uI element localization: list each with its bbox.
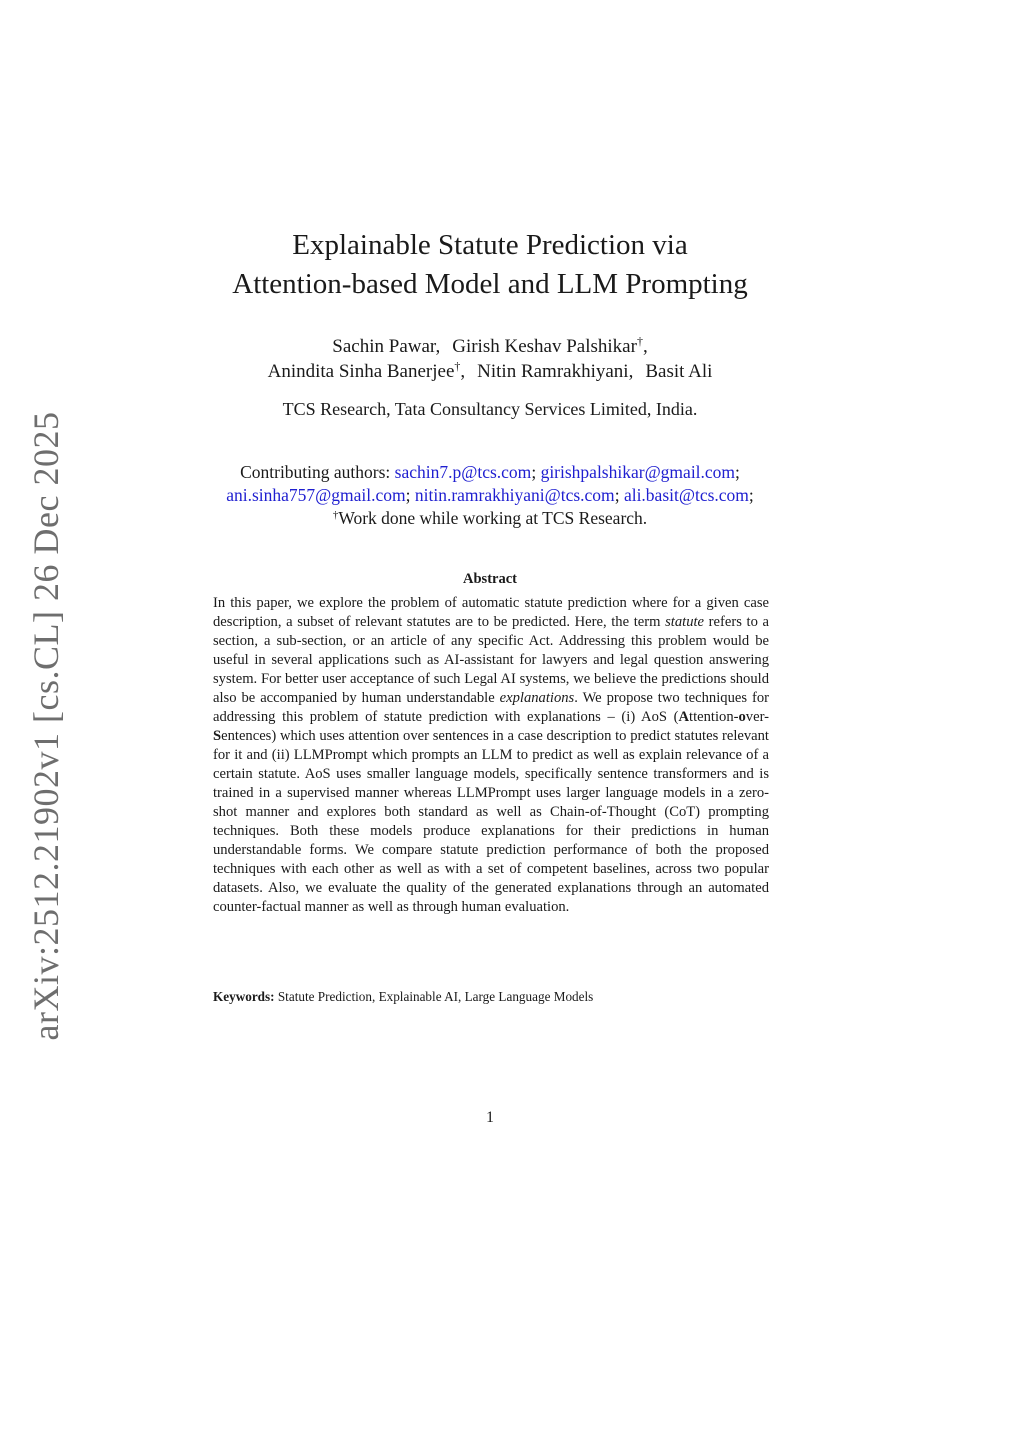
abstract-text: In this paper, we explore the problem of automatic statute prediction where for a given case description, a subset of relevant statutes are to be predicted. Here, the term bbox=[213, 595, 769, 630]
arxiv-identifier-stamp: arXiv:2512.21902v1 [cs.CL] 26 Dec 2025 bbox=[26, 411, 66, 1041]
contrib-label: Contributing authors: bbox=[240, 462, 391, 482]
abstract-emphasis: explanations bbox=[499, 690, 575, 706]
acronym-letter: S bbox=[213, 728, 222, 744]
title-line-2: Attention-based Model and LLM Prompting bbox=[232, 268, 748, 300]
author-separator: , bbox=[642, 336, 648, 357]
email-link-sachin[interactable]: sachin7.p@tcs.com bbox=[394, 462, 532, 482]
author-line-2 bbox=[150, 359, 830, 384]
author-basit-ali: Basit Ali bbox=[645, 361, 713, 382]
contrib-note bbox=[150, 507, 830, 530]
keywords-text: Statute Prediction, Explainable AI, Large Language Models bbox=[277, 989, 594, 1004]
dagger-mark: † bbox=[636, 334, 643, 348]
abstract-text: ver- bbox=[745, 709, 769, 725]
email-link-anindita[interactable]: ani.sinha757@gmail.com bbox=[226, 485, 406, 505]
author-list bbox=[150, 334, 830, 384]
contributing-authors bbox=[150, 461, 830, 530]
abstract-text: ) which uses attention over sentences in a case description to predict statutes relevant for it and (ii) LLMPrompt which prompts an LLM to predict as well as explain relevance of a certain statute. AoS uses smaller language models, specifically sentence transformers and is trained in a supervised manner whereas LLMPrompt uses larger language models in a zero-shot manner and explores both standard as well as Chain-of-Thought (CoT) prompting techniques. Both these models produce explanations for their predictions in human understandable forms. We compare statute prediction performance of both the proposed techniques with each other as well as with a set of competent baselines, across two popular datasets. Also, we evaluate the quality of the generated explanations through an automated counter-factual manner as well as through human evaluation. bbox=[213, 728, 769, 915]
email-link-girish[interactable]: girishpalshikar@gmail.com bbox=[540, 462, 736, 482]
abstract-text: entences bbox=[221, 728, 272, 744]
abstract-heading: Abstract bbox=[463, 571, 517, 587]
email-link-nitin[interactable]: nitin.ramrakhiyani@tcs.com bbox=[414, 485, 615, 505]
abstract-body bbox=[213, 594, 769, 917]
author-line-1 bbox=[150, 334, 830, 359]
author-anindita-banerjee: Anindita Sinha Banerjee bbox=[267, 361, 455, 382]
abstract-text: refers to a section, a sub-section, or an article of any specific Act. Addressing this problem would be useful in several applications such as AI-assistant for lawyers and legal question answering system. For better user acceptance of such Legal AI systems, we believe the predictions should also be accompanied by human understandable bbox=[213, 614, 769, 706]
acronym-letter: A bbox=[678, 709, 690, 725]
email-link-basit[interactable]: ali.basit@tcs.com bbox=[623, 485, 749, 505]
title-line-1: Explainable Statute Prediction via bbox=[292, 229, 688, 261]
paper-title bbox=[150, 226, 830, 304]
abstract-emphasis: statute bbox=[665, 614, 705, 630]
author-separator: , bbox=[460, 361, 466, 382]
abstract-text: ttention- bbox=[689, 709, 739, 725]
author-nitin-ramrakhiyani: Nitin Ramrakhiyani, bbox=[477, 361, 634, 382]
author-sachin-pawar: Sachin Pawar, bbox=[332, 336, 441, 357]
affiliation: TCS Research, Tata Consultancy Services Limited, India. bbox=[282, 399, 698, 419]
abstract-text: . We propose two techniques for addressing this problem of statute prediction with explanations – (i) AoS ( bbox=[213, 690, 769, 725]
dagger-mark: † bbox=[332, 509, 339, 521]
acronym-letter: o bbox=[738, 709, 746, 725]
contrib-note-text: Work done while working at TCS Research. bbox=[338, 508, 648, 528]
keywords-label: Keywords: bbox=[213, 989, 275, 1004]
contrib-line-1: Contributing authors: sachin7.p@tcs.com; girishpalshikar@gmail.com; bbox=[240, 462, 740, 482]
contrib-line-2: ani.sinha757@gmail.com; nitin.ramrakhiyani@tcs.com; ali.basit@tcs.com; bbox=[226, 485, 754, 505]
page-number: 1 bbox=[486, 1109, 494, 1126]
dagger-mark: † bbox=[454, 359, 461, 373]
keywords bbox=[213, 988, 769, 1006]
author-girish-palshikar: Girish Keshav Palshikar bbox=[452, 336, 637, 357]
